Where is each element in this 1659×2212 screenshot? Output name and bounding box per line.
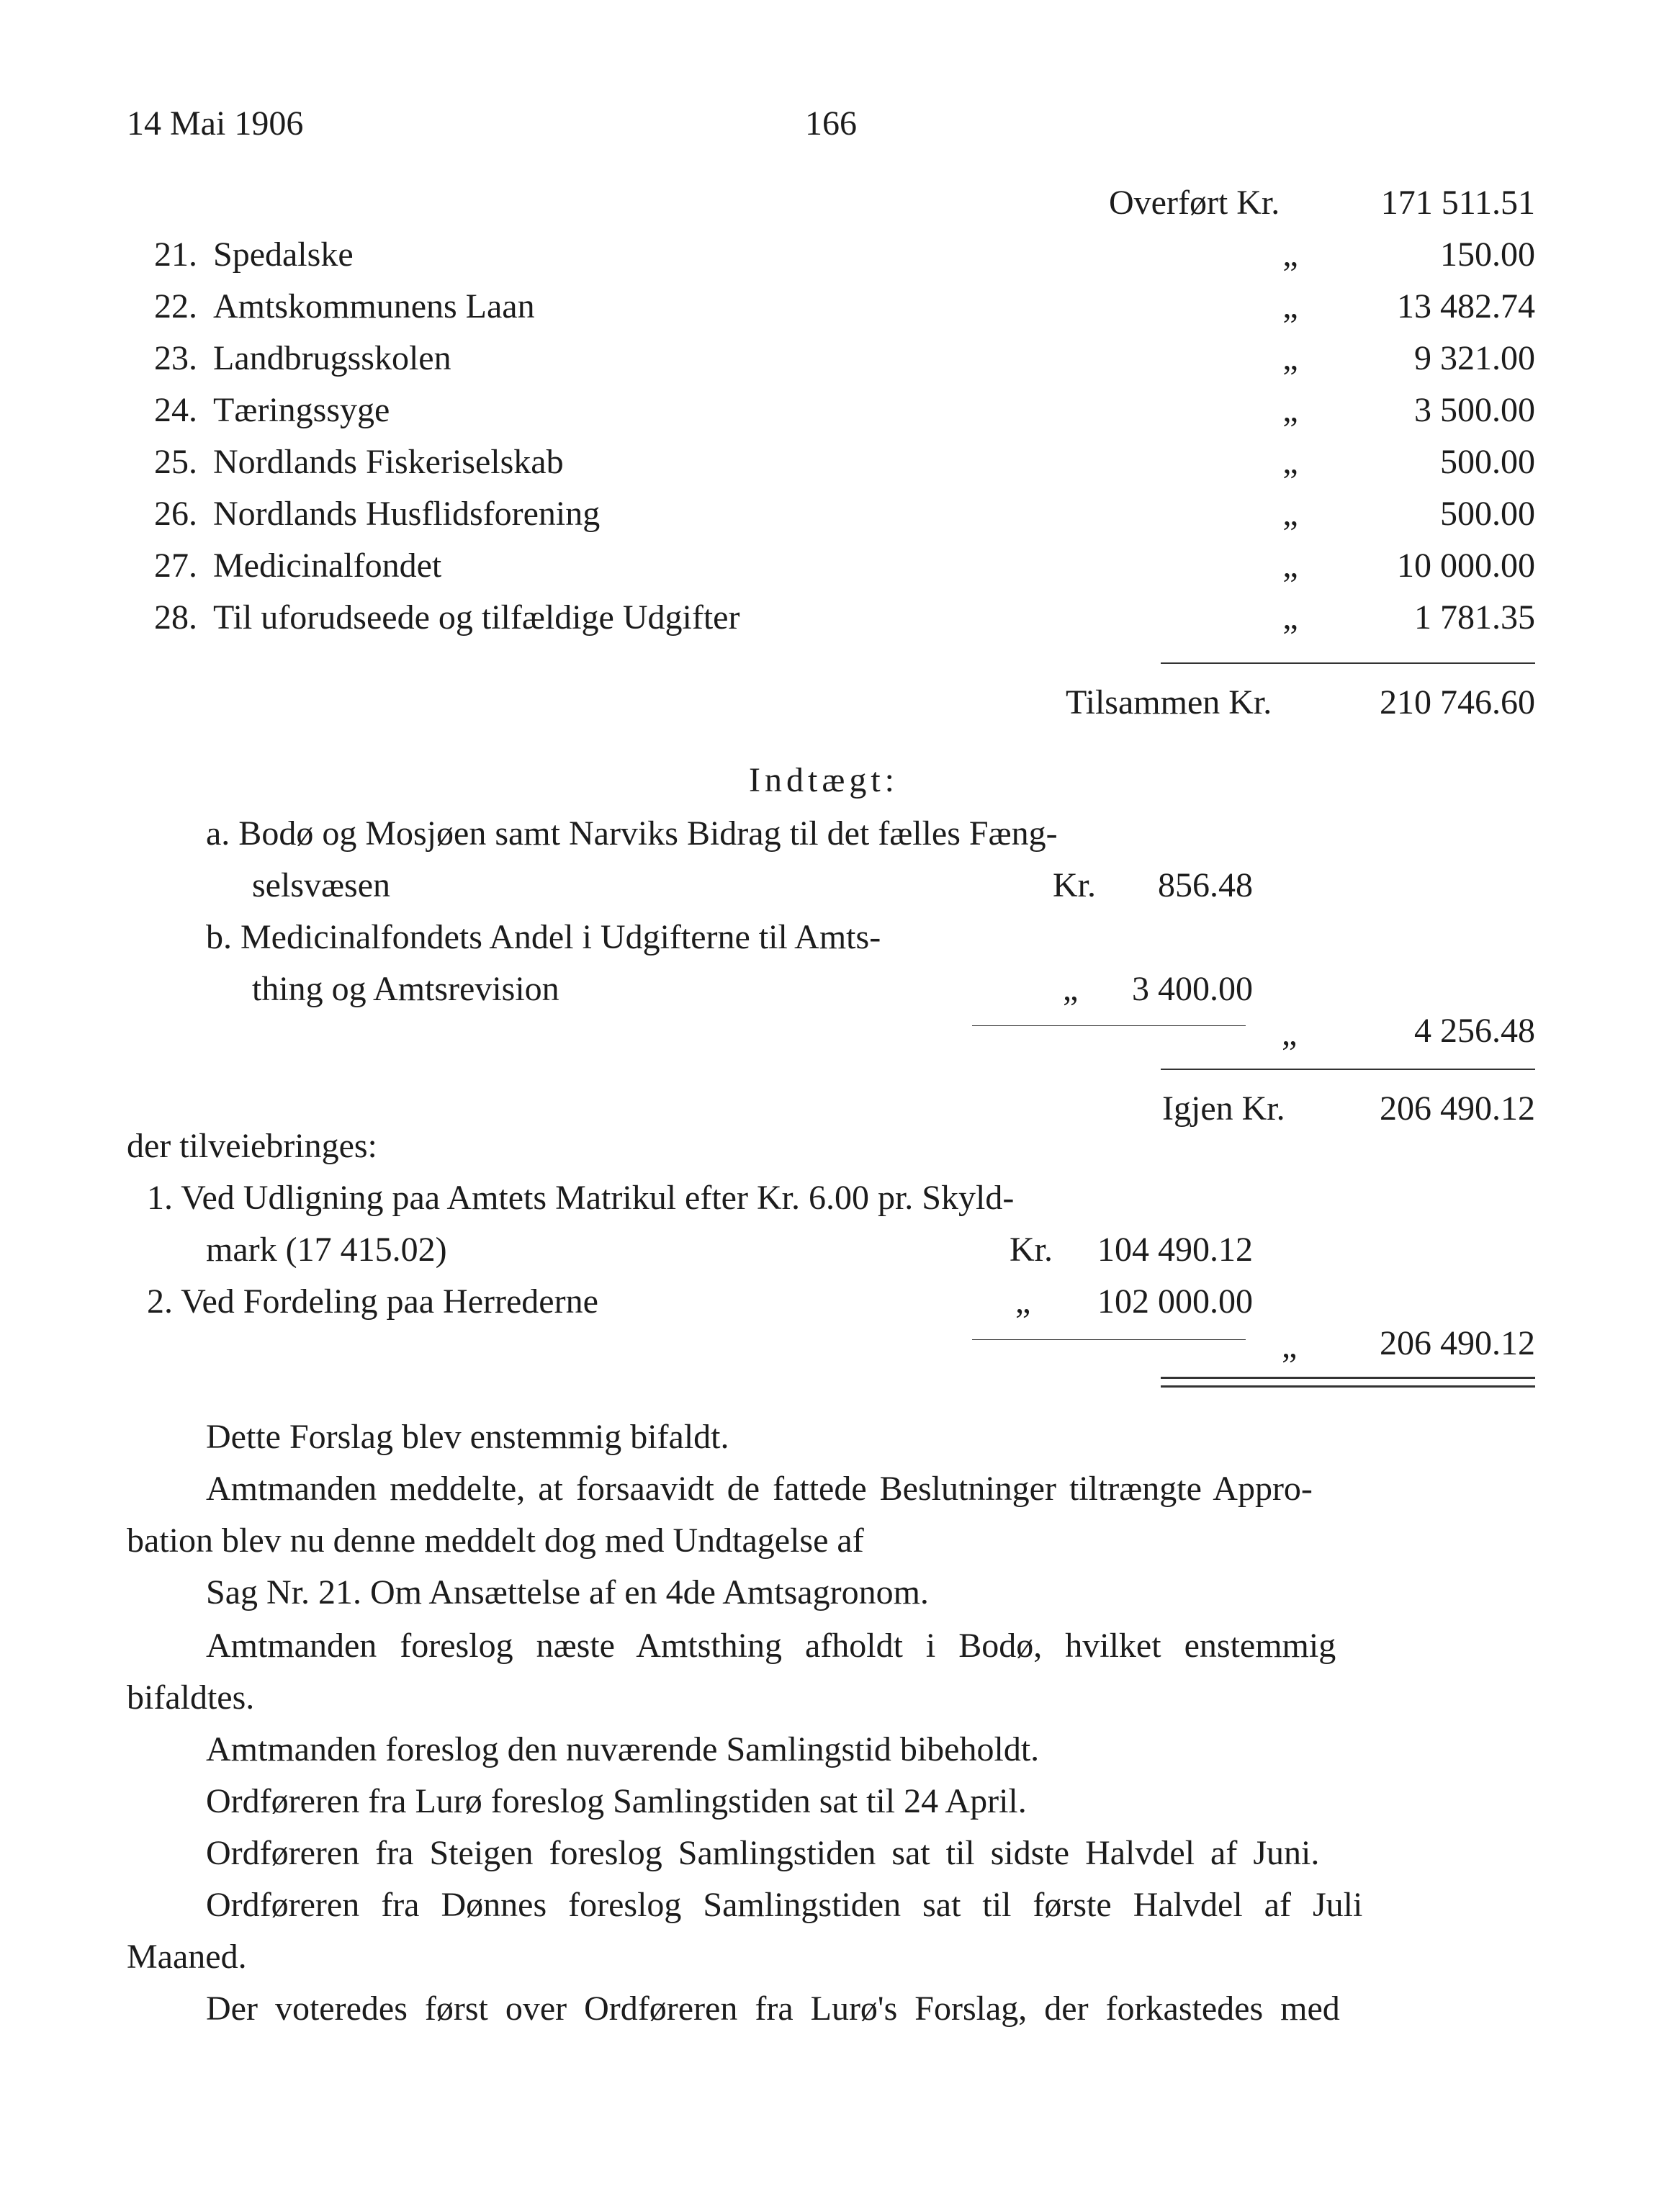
paragraph-3-line-1: Amtmanden foreslog næste Amtsthing afholdt i Bodø, hvilket enstemmig	[206, 1627, 1336, 1665]
total-amount: 210 746.60	[1380, 683, 1535, 721]
final-double-rule-bottom	[1161, 1385, 1535, 1388]
final-double-rule-top	[1161, 1377, 1535, 1379]
expense-amount: 1 781.35	[1414, 598, 1535, 637]
total-label: Tilsammen Kr.	[1066, 683, 1272, 721]
expense-number: 25.	[154, 443, 197, 481]
expense-label: Spedalske	[213, 235, 354, 274]
ditto-mark: „	[1282, 547, 1298, 585]
expense-number: 22.	[154, 287, 197, 325]
expense-row	[121, 546, 1535, 586]
raising-sum: 206 490.12	[1380, 1324, 1535, 1362]
income-b-amount: 3 400.00	[1132, 970, 1253, 1008]
paragraph-3-line-2: bifaldtes.	[127, 1678, 255, 1717]
income-heading: Indtægt:	[749, 761, 899, 799]
ditto-mark: „	[1282, 495, 1298, 533]
expense-amount: 3 500.00	[1414, 391, 1535, 429]
expense-row	[121, 494, 1535, 534]
paragraph-8: Der voteredes først over Ordføreren fra Lurø's Forslag, der forkastedes med	[206, 1990, 1340, 2028]
expense-label: Nordlands Fiskeriselskab	[213, 443, 564, 481]
income-sum: 4 256.48	[1414, 1012, 1535, 1050]
total-rule	[1161, 662, 1535, 664]
ditto-mark: „	[1282, 391, 1298, 429]
raising-item1-currency: Kr.	[1010, 1231, 1053, 1269]
expense-number: 21.	[154, 235, 197, 274]
ditto-mark: „	[1282, 1015, 1298, 1053]
ditto-mark: „	[1063, 970, 1079, 1008]
carried-amount: 171 511.51	[1380, 184, 1535, 222]
expense-amount: 500.00	[1440, 495, 1535, 533]
remaining-rule	[1161, 1069, 1535, 1070]
paragraph-7-line-2: Maaned.	[127, 1938, 247, 1976]
expense-row	[121, 287, 1535, 327]
expense-label: Nordlands Husflidsforening	[213, 495, 601, 533]
paragraph-7-line-1: Ordføreren fra Dønnes foreslog Samlingstiden sat til første Halvdel af Juli	[206, 1886, 1363, 1924]
expense-amount: 500.00	[1440, 443, 1535, 481]
expense-row	[121, 338, 1535, 379]
expense-row	[121, 390, 1535, 431]
expense-number: 23.	[154, 339, 197, 377]
expense-amount: 10 000.00	[1397, 547, 1535, 585]
expense-number: 27.	[154, 547, 197, 585]
remaining-amount: 206 490.12	[1380, 1089, 1535, 1128]
ditto-mark: „	[1282, 235, 1298, 274]
page-date: 14 Mai 1906	[127, 104, 304, 143]
ditto-mark: „	[1282, 339, 1298, 377]
paragraph-1: Dette Forslag blev enstemmig bifaldt.	[206, 1418, 729, 1456]
paragraph-2-line-1: Amtmanden meddelte, at forsaavidt de fattede Beslutninger tiltrængte Appro-	[206, 1470, 1313, 1508]
paragraph-4: Amtmanden foreslog den nuværende Samlingstid bibeholdt.	[206, 1730, 1040, 1768]
income-a-amount: 856.48	[1158, 866, 1253, 904]
ditto-mark: „	[1282, 598, 1298, 637]
ditto-mark: „	[1015, 1282, 1031, 1321]
expense-number: 26.	[154, 495, 197, 533]
expense-label: Landbrugsskolen	[213, 339, 451, 377]
raising-item1-line1: 1. Ved Udligning paa Amtets Matrikul efter Kr. 6.00 pr. Skyld-	[147, 1179, 1015, 1217]
income-a-currency: Kr.	[1053, 866, 1096, 904]
paragraph-5: Ordføreren fra Lurø foreslog Samlingstiden sat til 24 April.	[206, 1782, 1027, 1820]
expense-amount: 150.00	[1440, 235, 1535, 274]
income-a-line1: a. Bodø og Mosjøen samt Narviks Bidrag til det fælles Fæng-	[206, 814, 1058, 853]
carried-label: Overført Kr.	[1109, 184, 1280, 222]
ditto-mark: „	[1282, 1327, 1298, 1365]
page-number: 166	[805, 104, 857, 143]
raising-subtotal-rule	[972, 1339, 1246, 1340]
raising-item2-line: 2. Ved Fordeling paa Herrederne	[147, 1282, 598, 1321]
income-a-line2: selsvæsen	[252, 866, 390, 904]
expense-number: 28.	[154, 598, 197, 637]
expense-row	[121, 598, 1535, 638]
remaining-label: Igjen Kr.	[1162, 1089, 1285, 1128]
expense-amount: 9 321.00	[1414, 339, 1535, 377]
paragraph-6: Ordføreren fra Steigen foreslog Samlingstiden sat til sidste Halvdel af Juni.	[206, 1834, 1320, 1872]
expense-amount: 13 482.74	[1397, 287, 1535, 325]
income-b-line1: b. Medicinalfondets Andel i Udgifterne til Amts-	[206, 918, 881, 956]
raising-item1-line2: mark (17 415.02)	[206, 1231, 447, 1269]
expense-label: Amtskommunens Laan	[213, 287, 535, 325]
expense-label: Tæringssyge	[213, 391, 390, 429]
paragraph-2-line-2: bation blev nu denne meddelt dog med Undtagelse af	[127, 1521, 864, 1560]
expense-label: Medicinalfondet	[213, 547, 442, 585]
income-subtotal-rule	[972, 1025, 1246, 1026]
ditto-mark: „	[1282, 443, 1298, 481]
raising-heading: der tilveiebringes:	[127, 1127, 377, 1165]
expense-label: Til uforudseede og tilfældige Udgifter	[213, 598, 740, 637]
expense-row	[121, 442, 1535, 482]
raising-item2-amount: 102 000.00	[1097, 1282, 1253, 1321]
income-b-line2: thing og Amtsrevision	[252, 970, 559, 1008]
paragraph-2-line-3: Sag Nr. 21. Om Ansættelse af en 4de Amtsagronom.	[206, 1573, 929, 1611]
expense-number: 24.	[154, 391, 197, 429]
expense-row	[121, 235, 1535, 275]
ditto-mark: „	[1282, 287, 1298, 325]
raising-item1-amount: 104 490.12	[1097, 1231, 1253, 1269]
